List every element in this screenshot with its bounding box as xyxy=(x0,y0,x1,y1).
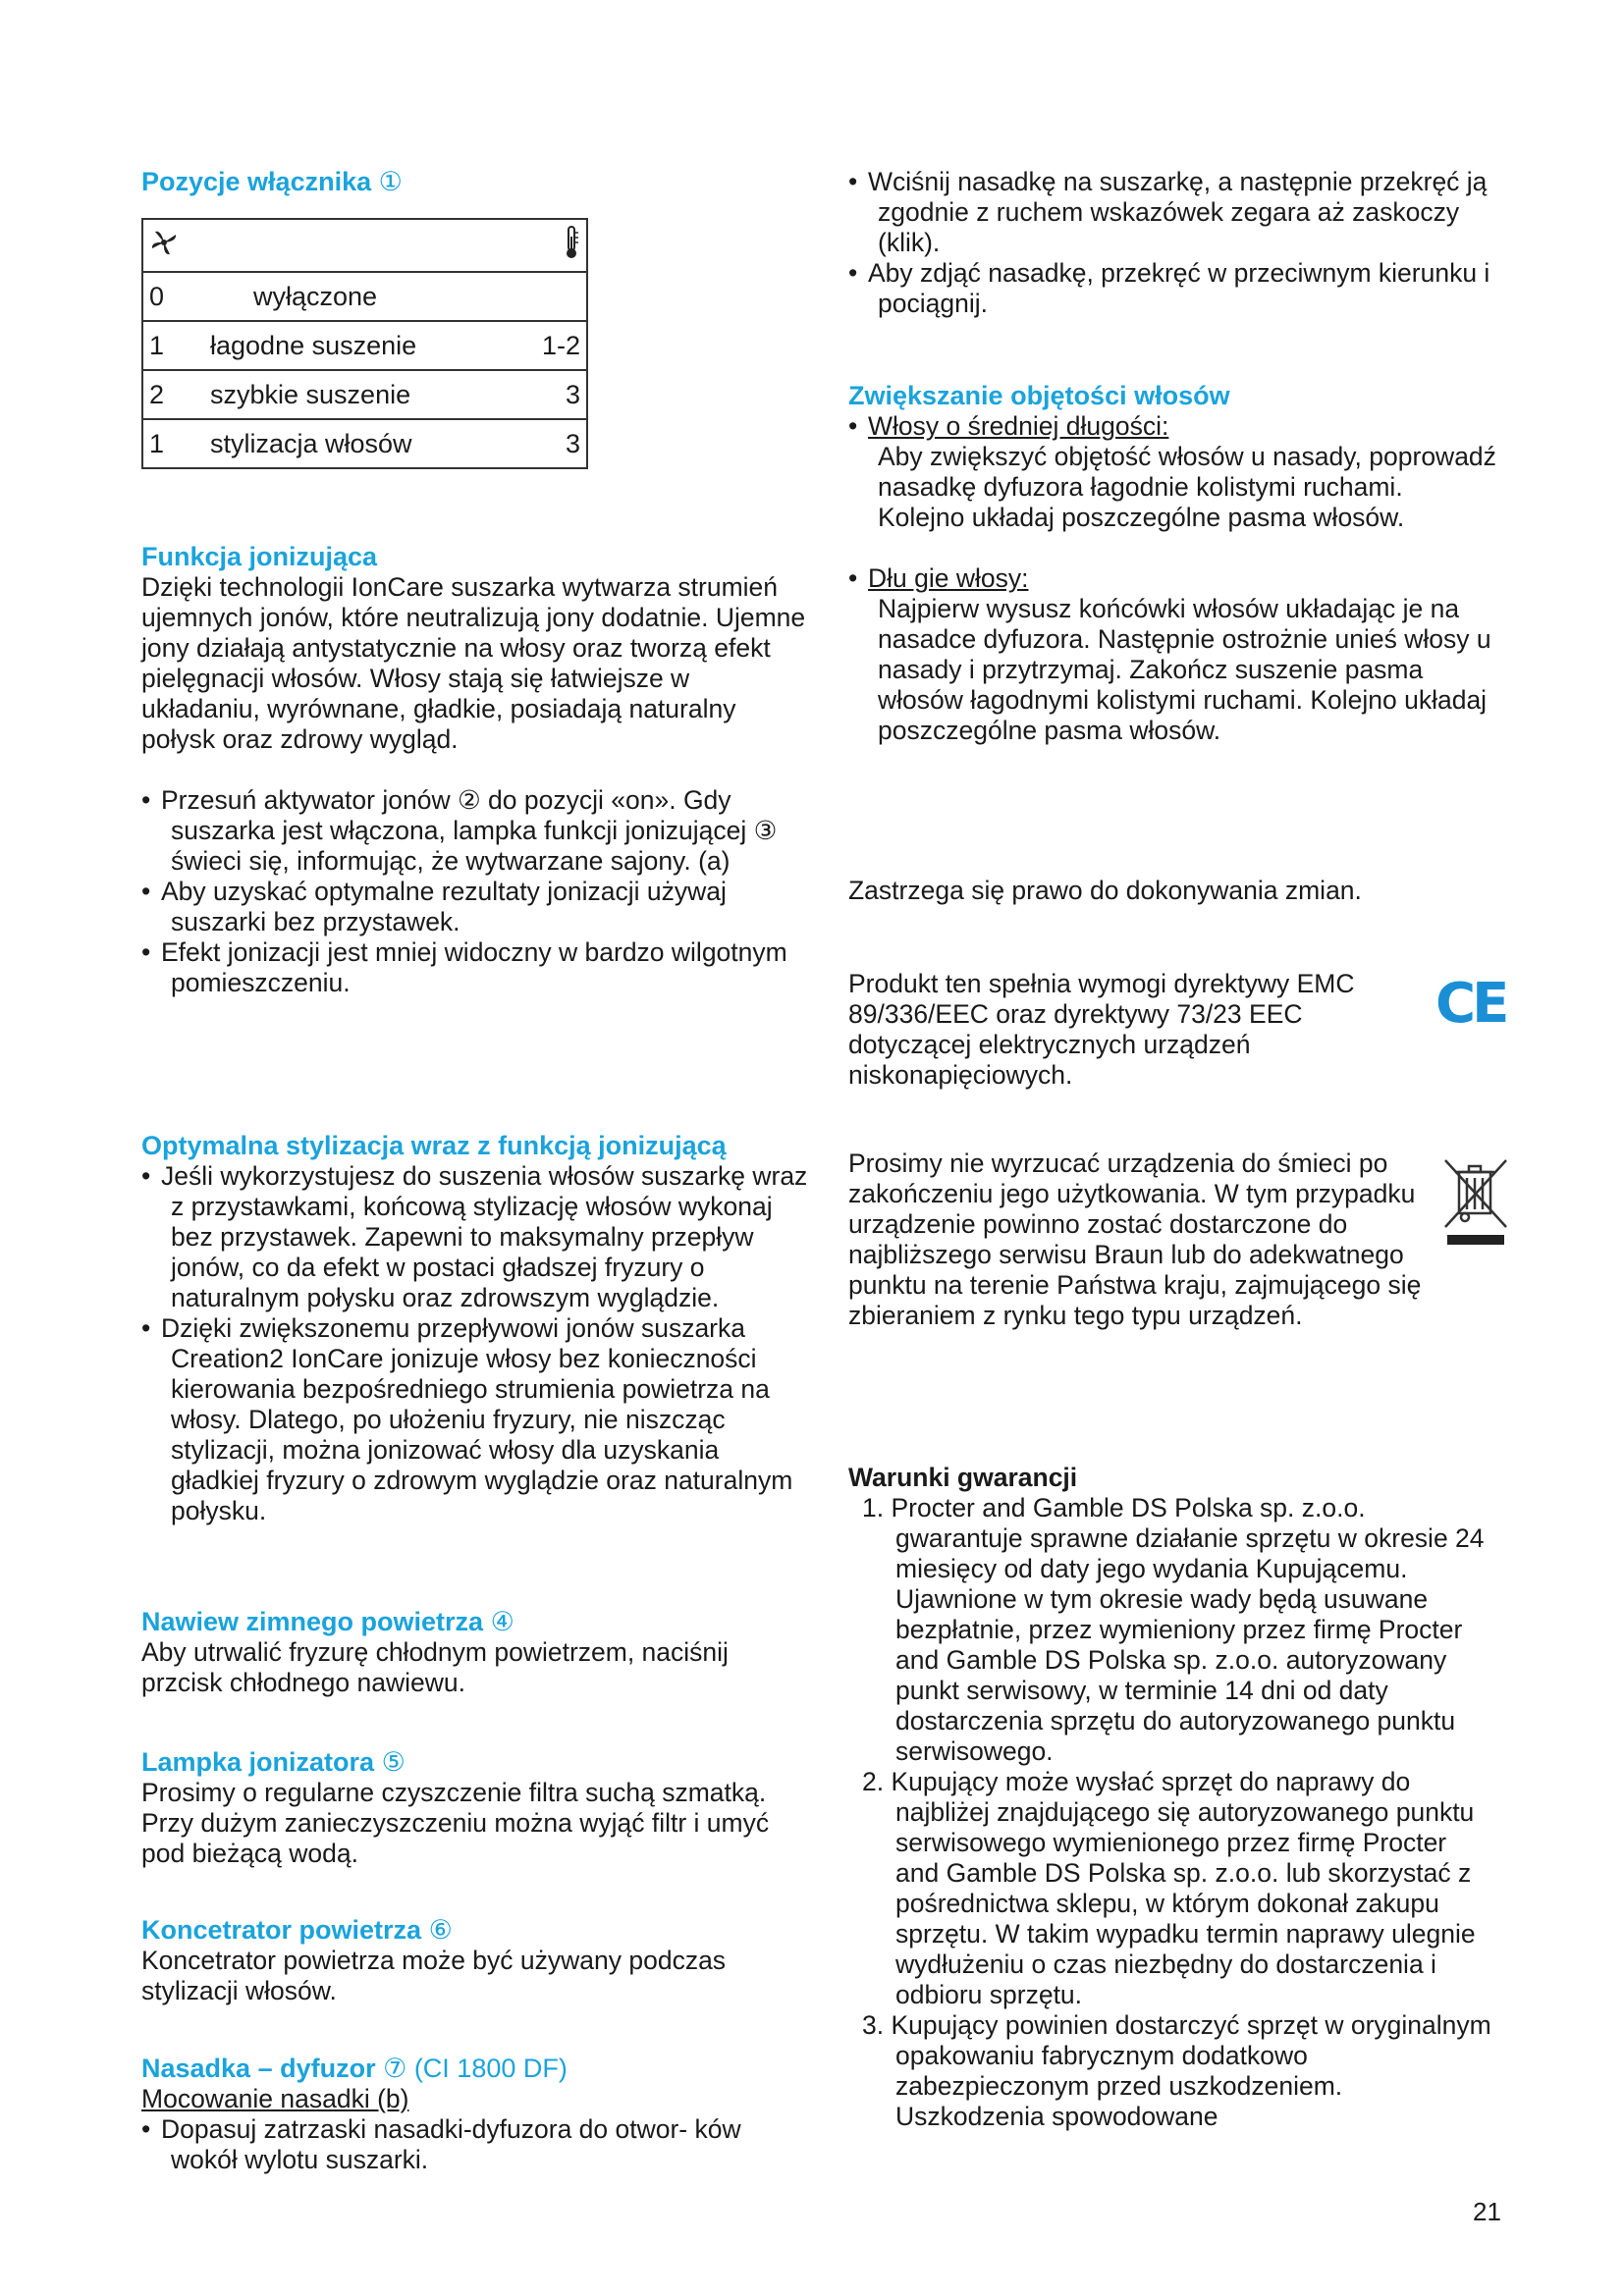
concentrator-body: Koncetrator powietrza może być używany podczas stylizacji włosów. xyxy=(141,1946,727,2005)
row-position: 0 xyxy=(142,272,204,321)
ionic-function-list xyxy=(141,785,809,998)
switch-positions-section xyxy=(141,167,403,197)
optimal-styling-heading: Optymalna stylizacja wraz z funkcją jonizującą xyxy=(141,1131,727,1160)
list-item: • Włosy o średniej długości: xyxy=(848,411,1496,442)
list-item: • Aby zdjąć nasadkę, przekręć w przeciwnym kierunku i pociągnij. xyxy=(848,258,1496,319)
volume-long-body: Najpierw wysusz końcówki włosów układając je na nasadce dyfuzora. Następnie ostrożnie unieś włosy u nasady i przytrzymaj. Zakończ suszenie pasma włosów łagodnymi kolistymi ruchami. Kolejno układaj poszczególne pasma włosów. xyxy=(878,594,1491,745)
volume-heading: Zwiększanie objętości włosów xyxy=(848,381,1230,410)
cool-shot-section xyxy=(141,1607,809,1698)
row-position: 1 xyxy=(142,321,204,370)
diffuser-heading: Nasadka – dyfuzor ⑦ (CI 1800 DF) xyxy=(141,2054,568,2083)
volume-section xyxy=(848,381,1496,746)
diffuser-continued xyxy=(848,167,1496,319)
switch-positions-table xyxy=(141,218,588,469)
concentrator-section xyxy=(141,1915,809,2006)
optimal-styling-list xyxy=(141,1161,809,1526)
volume-medium-body: Aby zwiększyć objętość włosów u nasady, poprowadź nasadkę dyfuzora łagodnie kolistymi ruchami. Kolejno układaj poszczególne pasma włosów. xyxy=(878,442,1496,532)
ionizer-lamp-body: Prosimy o regularne czyszczenie filtra suchą szmatką. Przy dużym zanieczyszczeniu można wyjąć filtr i umyć pod bieżącą wodą. xyxy=(141,1778,770,1868)
switch-positions-heading: Pozycje włącznika ① xyxy=(141,167,403,196)
optimal-styling-section xyxy=(141,1131,809,1526)
table-row xyxy=(142,419,587,468)
list-item: 3. Kupujący powinien dostarczyć sprzęt w oryginalnym opakowaniu fabrycznym dodatkowo zabezpieczonym przed uszkodzeniem. Uszkodzenia spowodowane xyxy=(862,2010,1491,2131)
list-item: • Dopasuj zatrzaski nasadki-dyfuzora do otwor- ków wokół wylotu suszarki. xyxy=(141,2114,809,2175)
row-label: wyłączone xyxy=(204,272,535,321)
list-item: • Przesuń aktywator jonów ② do pozycji «on». Gdy suszarka jest włączona, lampka funkcji jonizującej ③ świeci się, informując, że wytwarzane sajony. (a) xyxy=(141,785,809,877)
row-temp: 3 xyxy=(535,419,587,468)
ionic-function-body: Dzięki technologii IonCare suszarka wytwarza strumień ujemnych jonów, które neutralizują jony dodatnie. Ujemne jony działają antystatycznie na włosy oraz tworzą efekt pielęgnacji włosów. Włosy stają się łatwiejsze w układaniu, wyrównane, gładkie, posiadają naturalny połysk oraz zdrowy wygląd. xyxy=(141,572,806,754)
row-label: stylizacja włosów xyxy=(204,419,535,468)
ionic-function-heading: Funkcja jonizująca xyxy=(141,542,378,571)
volume-list xyxy=(848,411,1496,442)
thermometer-icon xyxy=(563,237,580,266)
table-row xyxy=(142,321,587,370)
list-item: • Wciśnij nasadkę na suszarkę, a następnie przekręć ją zgodnie z ruchem wskazówek zegara aż zaskoczy (klik). xyxy=(848,167,1496,258)
page-number: 21 xyxy=(1473,2197,1501,2226)
list-item: • Dłu gie włosy: xyxy=(848,563,1496,594)
warranty-heading: Warunki gwarancji xyxy=(848,1463,1078,1492)
list-item: • Efekt jonizacji jest mniej widoczny w bardzo wilgotnym pomieszczeniu. xyxy=(141,937,809,998)
concentrator-heading: Koncetrator powietrza ⑥ xyxy=(141,1915,453,1945)
cool-shot-body: Aby utrwalić fryzurę chłodnym powietrzem, naciśnij przcisk chłodnego nawiewu. xyxy=(141,1637,729,1697)
row-position: 1 xyxy=(142,419,204,468)
fan-icon xyxy=(149,234,179,263)
row-label: szybkie suszenie xyxy=(204,370,535,419)
volume-list-long xyxy=(848,563,1496,594)
crossed-bin-icon xyxy=(1441,1156,1510,1255)
list-item: • Aby uzyskać optymalne rezultaty jonizacji używaj suszarki bez przystawek. xyxy=(141,877,809,937)
diffuser-section xyxy=(141,2054,809,2175)
diffuser-subheading: Mocowanie nasadki (b) xyxy=(141,2084,409,2113)
notice-changes: Zastrzega się prawo do dokonywania zmian. xyxy=(848,876,1362,905)
row-position: 2 xyxy=(142,370,204,419)
row-temp xyxy=(535,272,587,321)
list-item: • Jeśli wykorzystujesz do suszenia włosów suszarkę wraz z przystawkami, końcową stylizację włosów wykonaj bez przystawek. Zapewni to maksymalny przepływ jonów, co da efekt w postaci gładszej fryzury o naturalnym połysku oraz zdrowszym wyglądzie. xyxy=(141,1161,809,1313)
ionic-function-section xyxy=(141,542,809,998)
row-temp: 3 xyxy=(535,370,587,419)
list-item: • Dzięki zwiększonemu przepływowi jonów suszarka Creation2 IonCare jonizuje włosy bez konieczności kierowania bezpośredniego strumienia powietrza na włosy. Dlatego, po ułożeniu fryzury, nie niszcząc stylizacji, można jonizować włosy dla uzyskania gładkiej fryzury o zdrowym wyglądzie oraz naturalnym połysku. xyxy=(141,1313,809,1526)
cool-shot-heading: Nawiew zimnego powietrza ④ xyxy=(141,1607,514,1636)
table-row xyxy=(142,272,587,321)
warranty-list xyxy=(848,1493,1496,2132)
ionizer-lamp-section xyxy=(141,1747,809,1869)
warranty-section xyxy=(848,1463,1496,2132)
ce-mark-icon: CE xyxy=(1435,972,1506,1036)
diffuser-continued-list xyxy=(848,167,1496,319)
diffuser-list xyxy=(141,2114,809,2175)
ionizer-lamp-heading: Lampka jonizatora ⑤ xyxy=(141,1747,406,1777)
disposal-notice: Prosimy nie wyrzucać urządzenia do śmieci po zakończeniu jego użytkowania. W tym przypadku urządzenie powinno zostać dostarczone do najbliższego serwisu Braun lub do adekwatnego punktu na terenie Państwa kraju, zajmującego się zbieraniem z rynku tego typu urządzeń. xyxy=(848,1148,1422,1330)
row-label: łagodne suszenie xyxy=(204,321,535,370)
ce-notice: Produkt ten spełnia wymogi dyrektywy EMC 89/336/EEC oraz dyrektywy 73/23 EEC dotyczącej elektrycznych urządzeń niskonapięciowych. xyxy=(848,969,1355,1090)
list-item: 1. Procter and Gamble DS Polska sp. z.o.o. gwarantuje sprawne działanie sprzętu w okresie 24 miesięcy od daty jego wydania Kupującemu. Ujawnione w tym okresie wady będą usuwane bezpłatnie, przez wymieniony przez firmę Procter and Gamble DS Polska sp. z.o.o. autoryzowany punkt serwisowy, w terminie 14 dni od daty dostarczenia sprzętu do autoryzowanego punktu serwisowego. xyxy=(862,1493,1485,1766)
list-item: 2. Kupujący może wysłać sprzęt do naprawy do najbliżej znajdującego się autoryzowanego punktu serwisowego wymienionego przez firmę Procter and Gamble DS Polska sp. z.o.o. lub skorzystać z pośrednictwa sklepu, w którym dokonał zakupu sprzętu. W takim wypadku termin naprawy ulegnie wydłużeniu o czas niezbędny do dostarczenia i odbioru sprzętu. xyxy=(862,1767,1476,2009)
table-row xyxy=(142,370,587,419)
row-temp: 1-2 xyxy=(535,321,587,370)
table-header-row xyxy=(142,219,587,272)
